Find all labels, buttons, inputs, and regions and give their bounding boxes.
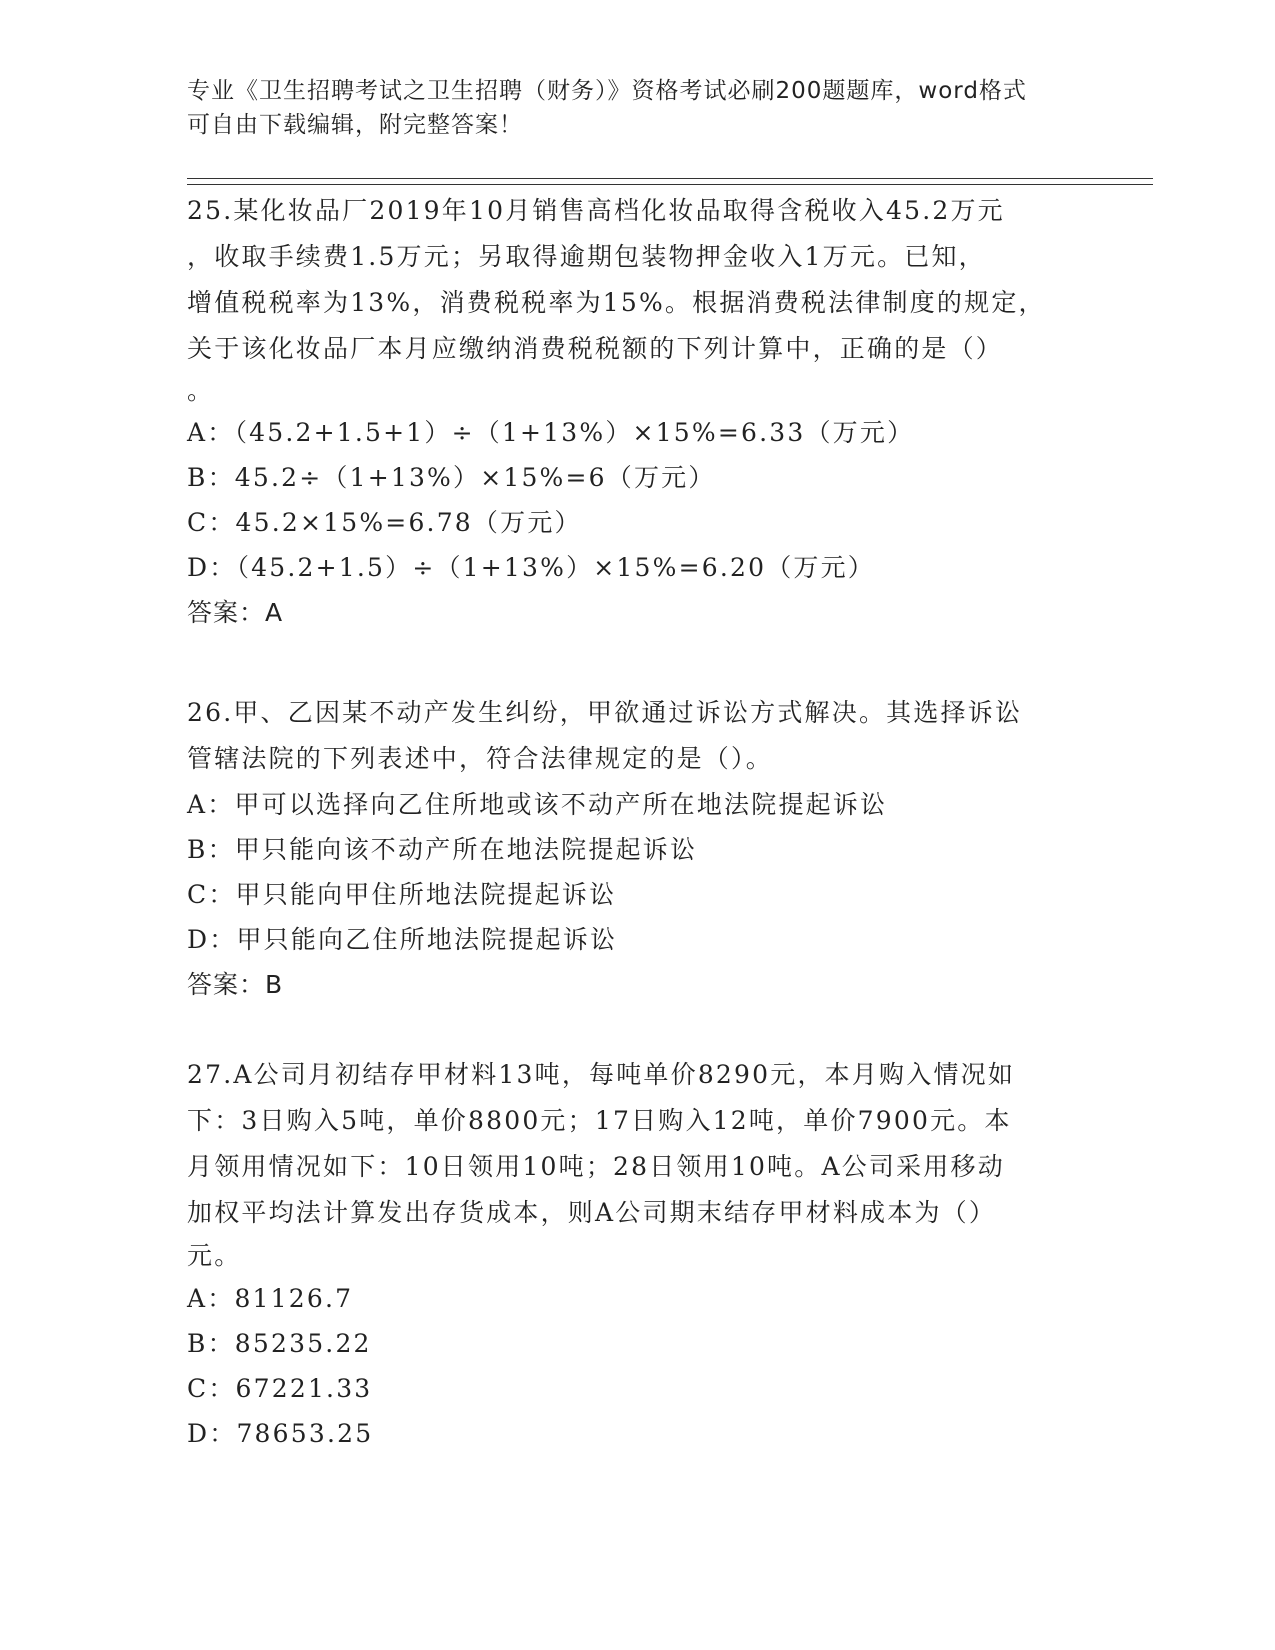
header-line-1: 专业《卫生招聘考试之卫生招聘（财务）》资格考试必刷200题题库，word格式: [187, 78, 1027, 104]
option-a: A：甲可以选择向乙住所地或该不动产所在地法院提起诉讼: [187, 790, 888, 819]
answer-label: 答案：B: [187, 970, 284, 999]
option-c: C：甲只能向甲住所地法院提起诉讼: [187, 880, 617, 909]
question-stem-line: 月领用情况如下：10日领用10吨；28日领用10吨。A公司采用移动: [187, 1152, 1005, 1181]
question-stem-line: 关于该化妆品厂本月应缴纳消费税税额的下列计算中，正确的是（）: [187, 334, 1004, 363]
question-26: [187, 690, 1087, 1008]
header-divider-top: [187, 178, 1153, 179]
option-b: B：85235.22: [187, 1329, 372, 1358]
option-c: C：45.2×15%=6.78（万元）: [187, 508, 582, 537]
question-stem-line: 加权平均法计算发出存货成本，则A公司期末结存甲材料成本为（）: [187, 1198, 997, 1227]
option-d: D：甲只能向乙住所地法院提起诉讼: [187, 925, 618, 954]
question-27: [187, 1052, 1087, 1456]
option-d: D：78653.25: [187, 1419, 374, 1448]
option-c: C：67221.33: [187, 1374, 373, 1403]
document-header: [187, 74, 1067, 142]
question-25: [187, 188, 1087, 636]
question-stem-line: 25.某化妆品厂2019年10月销售高档化妆品取得含税收入45.2万元: [187, 196, 1005, 225]
question-stem-line: 元。: [187, 1241, 242, 1270]
question-stem-line: ，收取手续费1.5万元；另取得逾期包装物押金收入1万元。已知，: [187, 242, 986, 271]
option-b: B：甲只能向该不动产所在地法院提起诉讼: [187, 835, 698, 864]
question-stem-line: 管辖法院的下列表述中，符合法律规定的是（）。: [187, 744, 773, 773]
option-a: A：81126.7: [187, 1284, 354, 1313]
question-stem-line: 。: [187, 376, 215, 405]
header-divider-bottom: [187, 184, 1153, 185]
question-stem-line: 26.甲、乙因某不动产发生纠纷，甲欲通过诉讼方式解决。其选择诉讼: [187, 698, 1023, 727]
question-stem-line: 增值税税率为13%，消费税税率为15%。根据消费税法律制度的规定，: [187, 288, 1046, 317]
question-stem-line: 下：3日购入5吨，单价8800元；17日购入12吨，单价7900元。本: [187, 1106, 1012, 1135]
option-d: D：（45.2+1.5）÷（1+13%）×15%=6.20（万元）: [187, 553, 876, 582]
answer-label: 答案：A: [187, 598, 284, 627]
question-stem-line: 27.A公司月初结存甲材料13吨，每吨单价8290元，本月购入情况如: [187, 1060, 1016, 1089]
option-a: A：（45.2+1.5+1）÷（1+13%）×15%=6.33（万元）: [187, 418, 915, 447]
header-line-2: 可自由下载编辑，附完整答案！: [187, 112, 523, 138]
option-b: B：45.2÷（1+13%）×15%=6（万元）: [187, 463, 716, 492]
